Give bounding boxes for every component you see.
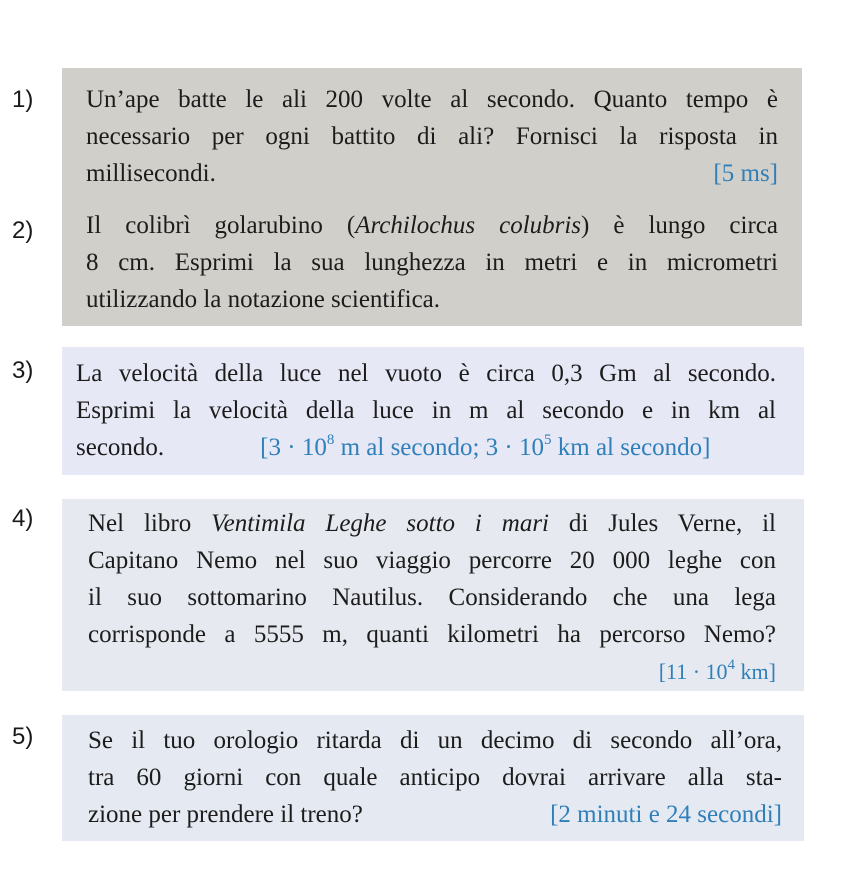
problem-5-answer: [2 minuti e 24 secondi]	[550, 801, 782, 828]
problem-box-5	[62, 715, 804, 841]
book-title: Ventimila Leghe sotto i mari	[211, 510, 549, 537]
problem-1-line-2: necessario per ogni battito di ali? Fornisci la risposta in	[86, 123, 778, 150]
problem-5-last-row	[88, 796, 782, 833]
problem-3-line-2: Esprimi la velocità della luce in m al secondo e in km al	[76, 397, 776, 424]
problem-5-line-3: zione per prendere il treno?	[88, 801, 363, 828]
problem-2-line-2: 8 cm. Esprimi la sua lunghezza in metri e in micrometri	[86, 249, 778, 276]
problem-box-3	[62, 347, 804, 475]
problem-5-line-1: Se il tuo orologio ritarda di un decimo di secondo all’ora,	[88, 727, 782, 754]
problem-3-line-1: La velocità della luce nel vuoto è circa 0,3 Gm al secondo.	[76, 360, 776, 387]
problem-2-line-3: utilizzando la notazione scientifica.	[86, 286, 441, 313]
problem-4-line-4: corrisponde a 5555 m, quanti kilometri ha percorso Nemo?	[88, 621, 776, 648]
problem-4-line-1: Nel libro Ventimila Leghe sotto i mari di Jules Verne, il	[88, 510, 776, 537]
problem-1-answer: [5 ms]	[713, 160, 778, 187]
problem-number-2: 2)	[12, 217, 34, 244]
problem-1-last-row	[86, 155, 778, 192]
problem-3-answer: [$3 \cdot 10^8$ m al secondo; $3 \cdot 10^5$ km al secondo]	[260, 431, 711, 461]
problem-2-line-1: Il colibrì golarubino (Archilochus colubris) è lungo circa	[86, 212, 778, 239]
problem-4-line-3: il suo sottomarino Nautilus. Considerando che una lega	[88, 584, 776, 611]
problem-number-5: 5)	[12, 723, 34, 750]
problem-number-4: 4)	[12, 505, 34, 532]
problem-number-3: 3)	[12, 357, 34, 384]
problem-4-answer: [$11 \cdot 10^4$ km]	[658, 656, 776, 684]
problem-3-line-3: secondo.	[76, 434, 165, 461]
species-name: Archilochus colubris	[355, 212, 582, 239]
problem-3-last-row	[76, 429, 776, 466]
problem-1-line-3: millisecondi.	[86, 160, 216, 187]
problem-1-line-1: Un’ape batte le ali 200 volte al secondo. Quanto tempo è	[86, 86, 778, 113]
problem-box-4	[62, 499, 804, 691]
problem-number-1: 1)	[12, 86, 34, 113]
problem-5-line-2: tra 60 giorni con quale anticipo dovrai arrivare alla sta-	[88, 764, 782, 791]
problem-box-2	[62, 207, 802, 318]
problem-4-line-2: Capitano Nemo nel suo viaggio percorre 20 000 leghe con	[88, 547, 776, 574]
